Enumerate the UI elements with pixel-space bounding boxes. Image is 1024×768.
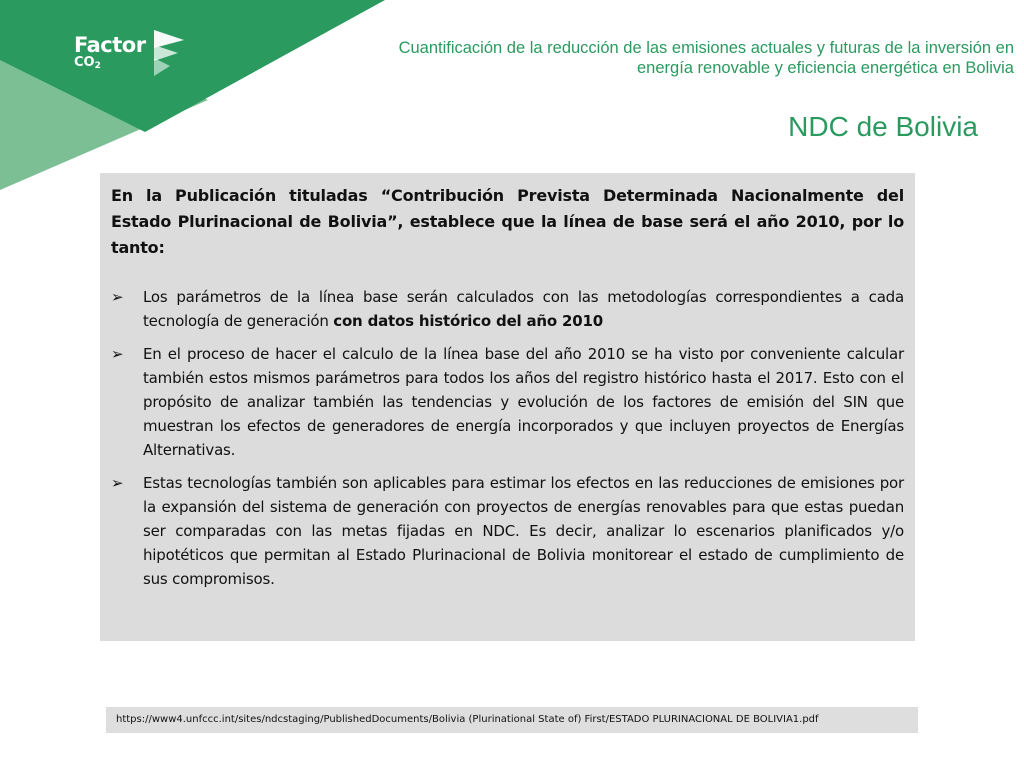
page-title: NDC de Bolivia bbox=[788, 111, 978, 142]
source-link[interactable]: https://www4.unfccc.int/sites/ndcstaging/PublishedDocuments/Bolivia (Plurinational State of) First/ESTADO PLURINACIONAL DE BOLIVIA1.pdf bbox=[106, 707, 918, 733]
header-title-line1: Cuantificación de la reducción de las emisiones actuales y futuras de la inversión en bbox=[398, 39, 1014, 57]
bullet-bold-text: con datos histórico del año 2010 bbox=[333, 312, 603, 330]
bullet-text: Los parámetros de la línea base serán calculados con las metodologías correspondientes a cada tecnología de generación bbox=[143, 288, 904, 330]
arrow-bullet-icon: ➢ bbox=[111, 345, 124, 363]
arrow-bullet-icon: ➢ bbox=[111, 288, 124, 306]
bullet-item bbox=[111, 342, 904, 462]
bullet-item bbox=[111, 285, 904, 333]
bullet-item bbox=[111, 471, 904, 591]
header-title-line2: energía renovable y eficiencia energética en Bolivia bbox=[637, 59, 1014, 77]
header-title bbox=[314, 38, 1014, 78]
logo-sub: $CO_2$ bbox=[74, 55, 101, 71]
content-box bbox=[100, 173, 915, 641]
bullet-list bbox=[111, 285, 904, 591]
bullet-text: Estas tecnologías también son aplicables para estimar los efectos en las reducciones de emisiones por la expansión del sistema de generación con proyectos de energías renovables para que estas puedan ser comparadas con las metas fijadas en NDC. Es decir, analizar lo escenarios planificados y/o hipotéticos que permitan al Estado Plurinacional de Bolivia monitorear el estado de cumplimiento de sus compromisos. bbox=[143, 474, 904, 588]
factor-co2-logo bbox=[74, 34, 146, 73]
logo-word: Factor bbox=[74, 33, 146, 57]
bullet-text: En el proceso de hacer el calculo de la línea base del año 2010 se ha visto por conveniente calcular también estos mismos parámetros para todos los años del registro histórico hasta el 2017. Esto con el propósito de analizar también las tendencias y evolución de los factores de emisión del SIN que muestran los efectos de generadores de energía incorporados y que incluyen proyectos de Energías Alternativas. bbox=[143, 345, 904, 459]
logo-leaf-icon bbox=[152, 30, 186, 76]
intro-paragraph: En la Publicación tituladas “Contribución Prevista Determinada Nacionalmente del Estado Plurinacional de Bolivia”, establece que la línea de base será el año 2010, por lo tanto: bbox=[111, 186, 904, 257]
arrow-bullet-icon: ➢ bbox=[111, 474, 124, 492]
corner-decoration bbox=[0, 0, 400, 200]
